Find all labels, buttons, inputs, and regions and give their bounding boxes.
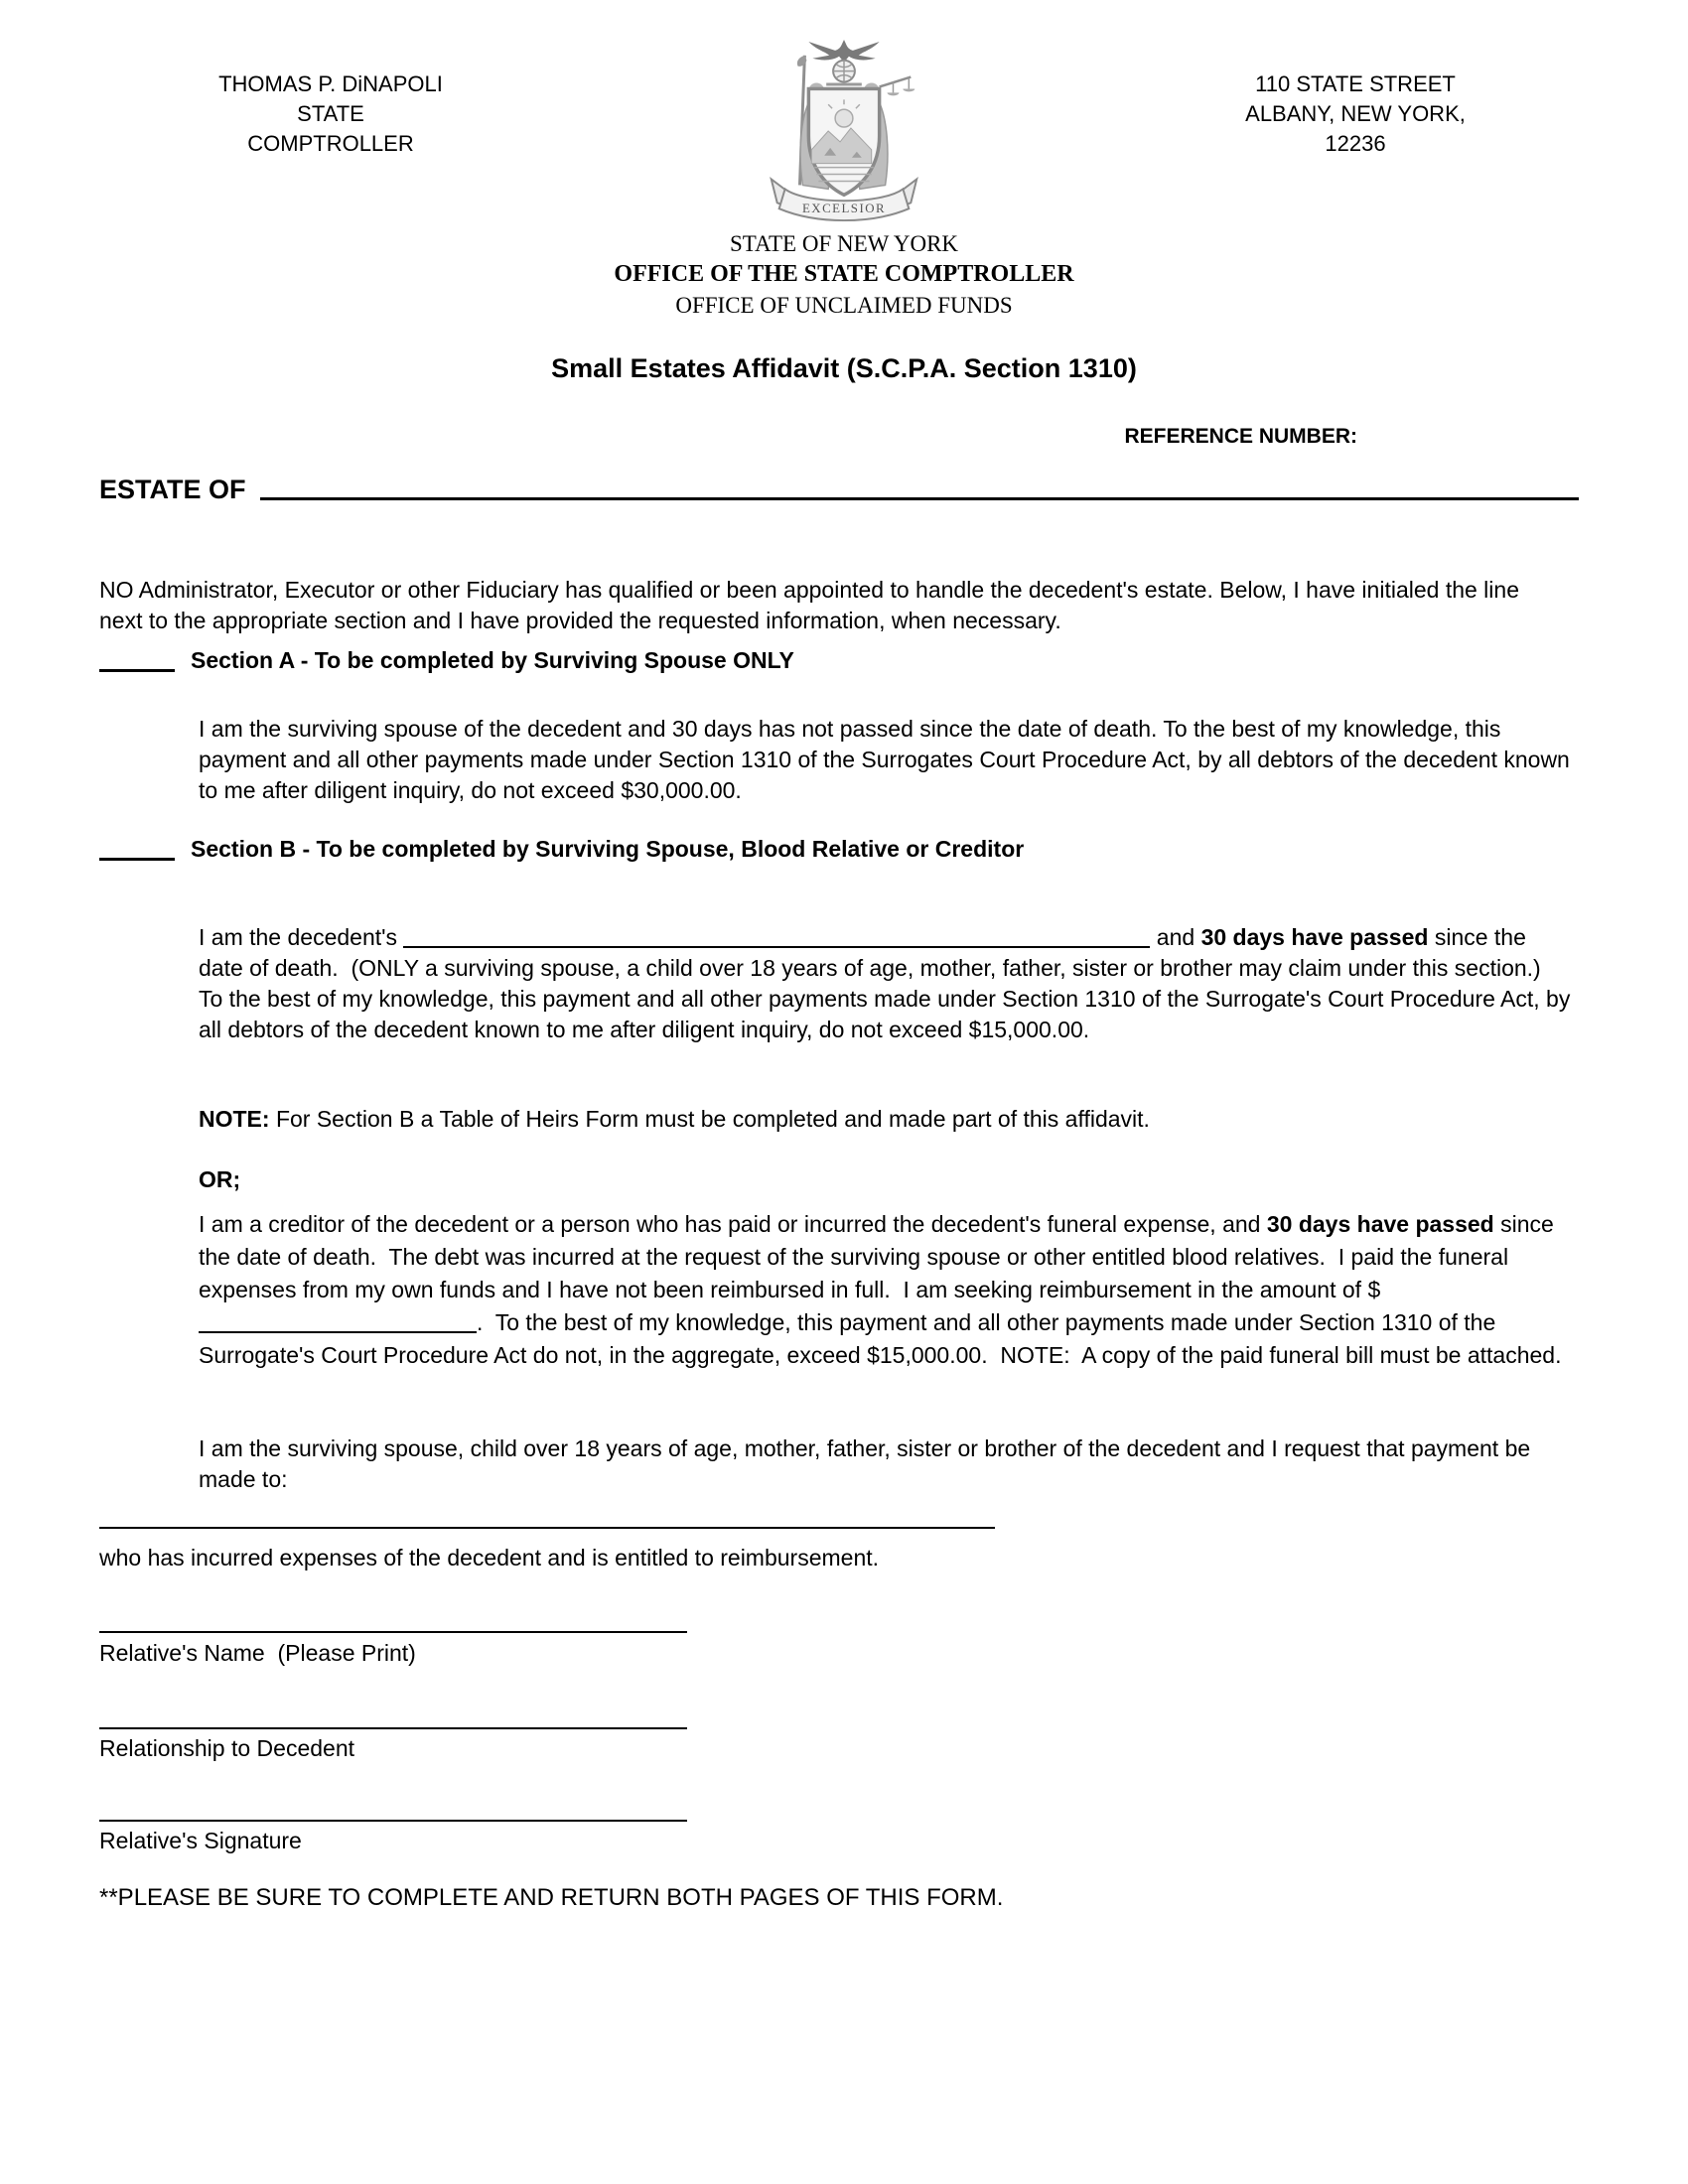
creditor-thirty-days-bold: 30 days have passed — [1266, 1211, 1494, 1237]
creditor-part1: I am a creditor of the decedent or a person who has paid or incurred the decedent's funeral expense, and — [199, 1211, 1267, 1237]
address-street: 110 STATE STREET — [1255, 71, 1456, 96]
section-a-body: I am the surviving spouse of the decedent and 30 days has not passed since the date of death. To the best of my knowledge, this payment and all other payments made under Section 1310 of the Surrogates Court Procedure Act, by all debtors of the decedent known to me after diligent inquiry, do not exceed $30,000.00. — [199, 716, 1577, 803]
relationship-to-decedent-input-line[interactable] — [99, 1727, 687, 1729]
section-b-heading: Section B - To be completed by Surviving Spouse, Blood Relative or Creditor — [191, 836, 1025, 862]
footer-notice: **PLEASE BE SURE TO COMPLETE AND RETURN BOTH PAGES OF THIS FORM. — [99, 1884, 1004, 1911]
payee-input-line[interactable] — [99, 1527, 995, 1529]
relationship-input-line[interactable] — [403, 946, 1150, 948]
relative-name-label: Relative's Name (Please Print) — [99, 1640, 416, 1666]
relationship-to-decedent-label: Relationship to Decedent — [99, 1735, 354, 1761]
estate-of-label: ESTATE OF — [99, 475, 246, 504]
relationship-mid: and — [1150, 924, 1201, 950]
section-b-heading-row — [99, 836, 1024, 863]
payee-caption: who has incurred expenses of the decedent and is entitled to reimbursement. — [99, 1545, 880, 1570]
relative-name-input-line[interactable] — [99, 1631, 687, 1633]
relationship-prefix: I am the decedent's — [199, 924, 404, 950]
section-b-body — [199, 922, 1577, 1045]
table-of-heirs-note — [199, 1104, 1574, 1135]
org-state: STATE OF NEW YORK — [729, 231, 959, 256]
reference-number-label: REFERENCE NUMBER: — [1124, 425, 1357, 448]
org-division: OFFICE OF UNCLAIMED FUNDS — [675, 293, 1013, 318]
creditor-part3: . To the best of my knowledge, this payment and all other payments made under Section 1310 of the Surrogate's Court Procedure Act do not, in the aggregate, exceed $15,000.00. NOTE: A copy of the paid funeral bill must be attached. — [199, 1309, 1562, 1368]
section-a-initial-line[interactable] — [99, 669, 175, 672]
address-city: ALBANY, NEW YORK, 12236 — [1245, 101, 1466, 156]
estate-of-row — [99, 475, 1579, 505]
creditor-paragraph — [199, 1208, 1574, 1372]
ny-state-seal-icon — [746, 36, 942, 226]
comptroller-name: THOMAS P. DiNAPOLI — [218, 71, 443, 96]
note-label: NOTE: — [199, 1106, 270, 1132]
section-b-initial-line[interactable] — [99, 858, 175, 861]
comptroller-title: STATE COMPTROLLER — [247, 101, 414, 156]
note-text: For Section B a Table of Heirs Form must be completed and made part of this affidavit. — [269, 1106, 1150, 1132]
reimbursement-amount-input-line[interactable] — [199, 1331, 477, 1333]
section-a-heading-row — [99, 647, 794, 674]
address-block — [1216, 69, 1494, 159]
relative-signature-label: Relative's Signature — [99, 1828, 302, 1853]
seal-motto: EXCELSIOR — [801, 202, 887, 216]
document-title: Small Estates Affidavit (S.C.P.A. Section 1310) — [551, 353, 1137, 383]
or-separator: OR; — [199, 1166, 241, 1192]
estate-of-input-line[interactable] — [260, 487, 1580, 500]
org-office: OFFICE OF THE STATE COMPTROLLER — [614, 261, 1074, 287]
relationship-rest: since the date of death. (ONLY a surviving spouse, a child over 18 years of age, mother, father, sister or brother may claim under this section.) To the best of my knowledge, this payment and all other payments made under Section 1310 of the Surrogate's Court Procedure Act, by all debtors of the decedent known to me after diligent inquiry, do not exceed $15,000.00. — [199, 924, 1577, 1042]
org-block — [0, 228, 1688, 321]
thirty-days-bold: 30 days have passed — [1200, 924, 1429, 950]
section-a-heading: Section A - To be completed by Surviving Spouse ONLY — [191, 647, 794, 673]
comptroller-name-block — [216, 69, 445, 159]
intro-paragraph: NO Administrator, Executor or other Fiduciary has qualified or been appointed to handle the decedent's estate. Below, I have initialed the line next to the appropriate section and I have provided the requested information, when necessary. — [99, 577, 1526, 633]
payee-request-paragraph: I am the surviving spouse, child over 18 years of age, mother, father, sister or brother of the decedent and I request that payment be made to: — [199, 1435, 1537, 1492]
relative-signature-input-line[interactable] — [99, 1820, 687, 1822]
creditor-part2: since the date of death. The debt was incurred at the request of the surviving spouse or other entitled blood relatives. I paid the funeral expenses from my own funds and I have not been reimbursed in full. I am seeking reimbursement in the amount of $ — [199, 1211, 1561, 1302]
